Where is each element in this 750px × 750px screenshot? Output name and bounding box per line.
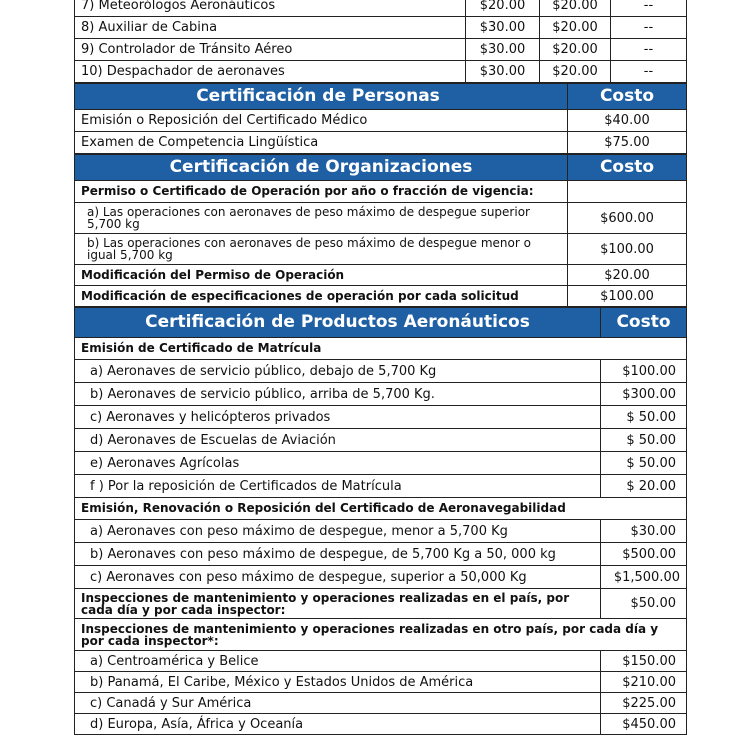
subheader-row: [75, 338, 687, 360]
cost-cell: $100.00: [601, 360, 687, 383]
fee-cell: $20.00: [540, 17, 611, 39]
fee-cell: $30.00: [466, 39, 540, 61]
table-row: [75, 203, 687, 234]
fee-cell: $20.00: [540, 0, 611, 17]
table-row: [75, 132, 687, 154]
table-row: [75, 543, 687, 566]
table-row: [75, 589, 687, 619]
fee-cell: --: [611, 0, 687, 17]
fee-cell: $20.00: [540, 61, 611, 83]
table-row: [75, 286, 687, 307]
cost-cell: $210.00: [601, 672, 687, 693]
cost-cell: $ 20.00: [601, 475, 687, 498]
table-row: [75, 265, 687, 286]
productos-table: [74, 307, 687, 735]
row-label: Modificación de especificaciones de operación por cada solicitud: [75, 286, 568, 307]
table-row: [75, 520, 687, 543]
subheader-row: [75, 619, 687, 651]
row-label: c) Aeronaves con peso máximo de despegue, superior a 50,000 Kg: [75, 566, 601, 589]
cost-cell: $ 50.00: [601, 429, 687, 452]
table-row: [75, 61, 687, 83]
row-label: f ) Por la reposición de Certificados de Matrícula: [75, 475, 601, 498]
cost-cell: $40.00: [568, 110, 687, 132]
subheader-label: Emisión de Certificado de Matrícula: [75, 338, 687, 360]
fee-cell: --: [611, 39, 687, 61]
table-row: [75, 429, 687, 452]
cost-cell: $150.00: [601, 651, 687, 672]
row-label: b) Panamá, El Caribe, México y Estados Unidos de América: [75, 672, 601, 693]
row-label: d) Europa, Asía, África y Oceanía: [75, 714, 601, 735]
license-fees-table: [74, 0, 687, 83]
row-label: e) Aeronaves Agrícolas: [75, 452, 601, 475]
table-row: [75, 360, 687, 383]
cost-cell: $30.00: [601, 520, 687, 543]
table-row: [75, 383, 687, 406]
section-header: [75, 155, 687, 181]
row-label: b) Aeronaves de servicio público, arriba de 5,700 Kg.: [75, 383, 601, 406]
row-label: a) Las operaciones con aeronaves de peso máximo de despegue superior 5,700 kg: [75, 203, 568, 234]
fee-cell: --: [611, 61, 687, 83]
section-title: Certificación de Organizaciones: [75, 155, 568, 181]
row-label: b) Aeronaves con peso máximo de despegue, de 5,700 Kg a 50, 000 kg: [75, 543, 601, 566]
row-label: c) Aeronaves y helicópteros privados: [75, 406, 601, 429]
row-label: 10) Despachador de aeronaves: [75, 61, 466, 83]
fee-cell: $30.00: [466, 61, 540, 83]
row-label: c) Canadá y Sur América: [75, 693, 601, 714]
table-row: [75, 17, 687, 39]
cost-cell: $ 50.00: [601, 452, 687, 475]
table-row: [75, 0, 687, 17]
empty-cell: [568, 181, 687, 203]
cost-cell: $600.00: [568, 203, 687, 234]
subheader-row: [75, 498, 687, 520]
table-row: [75, 714, 687, 735]
fee-cell: $20.00: [466, 0, 540, 17]
subheader-label: Inspecciones de mantenimiento y operaciones realizadas en otro país, por cada día y por cada inspector*:: [75, 619, 687, 651]
cost-header: Costo: [568, 84, 687, 110]
cost-cell: $500.00: [601, 543, 687, 566]
cost-cell: $20.00: [568, 265, 687, 286]
organizaciones-table: [74, 154, 687, 307]
cost-header: Costo: [601, 308, 687, 338]
subheader-label: Emisión, Renovación o Reposición del Certificado de Aeronavegabilidad: [75, 498, 687, 520]
fee-schedule: [74, 0, 686, 735]
table-row: [75, 566, 687, 589]
table-row: [75, 110, 687, 132]
table-row: [75, 234, 687, 265]
cost-cell: $100.00: [568, 234, 687, 265]
section-title: Certificación de Personas: [75, 84, 568, 110]
row-label: 8) Auxiliar de Cabina: [75, 17, 466, 39]
row-label: b) Las operaciones con aeronaves de peso máximo de despegue menor o igual 5,700 kg: [75, 234, 568, 265]
cost-cell: $50.00: [601, 589, 687, 619]
section-header: [75, 84, 687, 110]
row-label: 7) Meteorólogos Aeronáuticos: [75, 0, 466, 17]
row-label: a) Aeronaves con peso máximo de despegue, menor a 5,700 Kg: [75, 520, 601, 543]
row-label: 9) Controlador de Tránsito Aéreo: [75, 39, 466, 61]
row-label: Emisión o Reposición del Certificado Médico: [75, 110, 568, 132]
table-row: [75, 693, 687, 714]
section-header: [75, 308, 687, 338]
row-label: a) Aeronaves de servicio público, debajo de 5,700 Kg: [75, 360, 601, 383]
cost-header: Costo: [568, 155, 687, 181]
row-label: a) Centroamérica y Belice: [75, 651, 601, 672]
row-label: Modificación del Permiso de Operación: [75, 265, 568, 286]
fee-cell: --: [611, 17, 687, 39]
table-row: [75, 651, 687, 672]
cost-cell: $1,500.00: [601, 566, 687, 589]
cost-cell: $ 50.00: [601, 406, 687, 429]
table-row: [75, 39, 687, 61]
row-label: d) Aeronaves de Escuelas de Aviación: [75, 429, 601, 452]
table-row: [75, 672, 687, 693]
row-label: Inspecciones de mantenimiento y operaciones realizadas en el país, por cada día y por cada inspector:: [75, 589, 601, 619]
cost-cell: $300.00: [601, 383, 687, 406]
fee-cell: $30.00: [466, 17, 540, 39]
fee-cell: $20.00: [540, 39, 611, 61]
section-title: Certificación de Productos Aeronáuticos: [75, 308, 601, 338]
subheader-row: [75, 181, 687, 203]
table-row: [75, 475, 687, 498]
subheader-label: Permiso o Certificado de Operación por año o fracción de vigencia:: [75, 181, 568, 203]
table-row: [75, 452, 687, 475]
cost-cell: $75.00: [568, 132, 687, 154]
table-row: [75, 406, 687, 429]
row-label: Examen de Competencia Lingüística: [75, 132, 568, 154]
personas-table: [74, 83, 687, 154]
cost-cell: $100.00: [568, 286, 687, 307]
cost-cell: $450.00: [601, 714, 687, 735]
cost-cell: $225.00: [601, 693, 687, 714]
